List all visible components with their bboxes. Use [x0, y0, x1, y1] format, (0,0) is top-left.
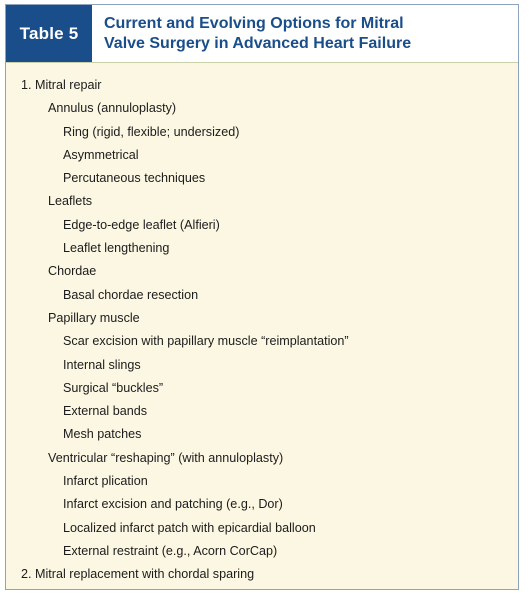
- section-heading: 2. Mitral replacement with chordal sparing: [21, 567, 255, 582]
- table-header: [6, 5, 518, 62]
- category-item: Chordae: [48, 264, 97, 279]
- category-item: Leaflets: [48, 194, 93, 209]
- option-item: Percutaneous techniques: [63, 171, 206, 186]
- category-item: Papillary muscle: [48, 310, 140, 325]
- table-title-line-1: Current and Evolving Options for Mitral: [104, 15, 404, 32]
- option-item: Ring (rigid, flexible; undersized): [63, 124, 240, 139]
- option-item: External bands: [63, 404, 148, 419]
- table-title-line-2: Valve Surgery in Advanced Heart Failure: [104, 35, 412, 52]
- section-heading: 1. Mitral repair: [21, 78, 102, 92]
- option-item: External restraint (e.g., Acorn CorCap): [63, 543, 278, 558]
- option-item: Surgical “buckles”: [63, 380, 164, 395]
- option-item: Scar excision with papillary muscle “reimplantation”: [63, 334, 349, 349]
- option-item: Localized infarct patch with epicardial balloon: [63, 520, 316, 535]
- table-body: [6, 62, 518, 589]
- table-number-badge: Table 5: [6, 5, 92, 62]
- option-item: Infarct plication: [63, 474, 148, 489]
- option-item: Asymmetrical: [63, 147, 139, 162]
- option-item: Edge-to-edge leaflet (Alfieri): [63, 217, 220, 232]
- category-item: Annulus (annuloplasty): [48, 101, 177, 116]
- table-card: [5, 4, 519, 590]
- option-item: Basal chordae resection: [63, 287, 199, 302]
- category-item: Ventricular “reshaping” (with annuloplasty): [48, 450, 284, 465]
- option-list: [6, 74, 518, 587]
- option-item: Mesh patches: [63, 427, 142, 442]
- option-item: Internal slings: [63, 357, 141, 372]
- table-title: [104, 14, 509, 54]
- option-item: Leaflet lengthening: [63, 241, 170, 256]
- option-item: Infarct excision and patching (e.g., Dor): [63, 497, 283, 512]
